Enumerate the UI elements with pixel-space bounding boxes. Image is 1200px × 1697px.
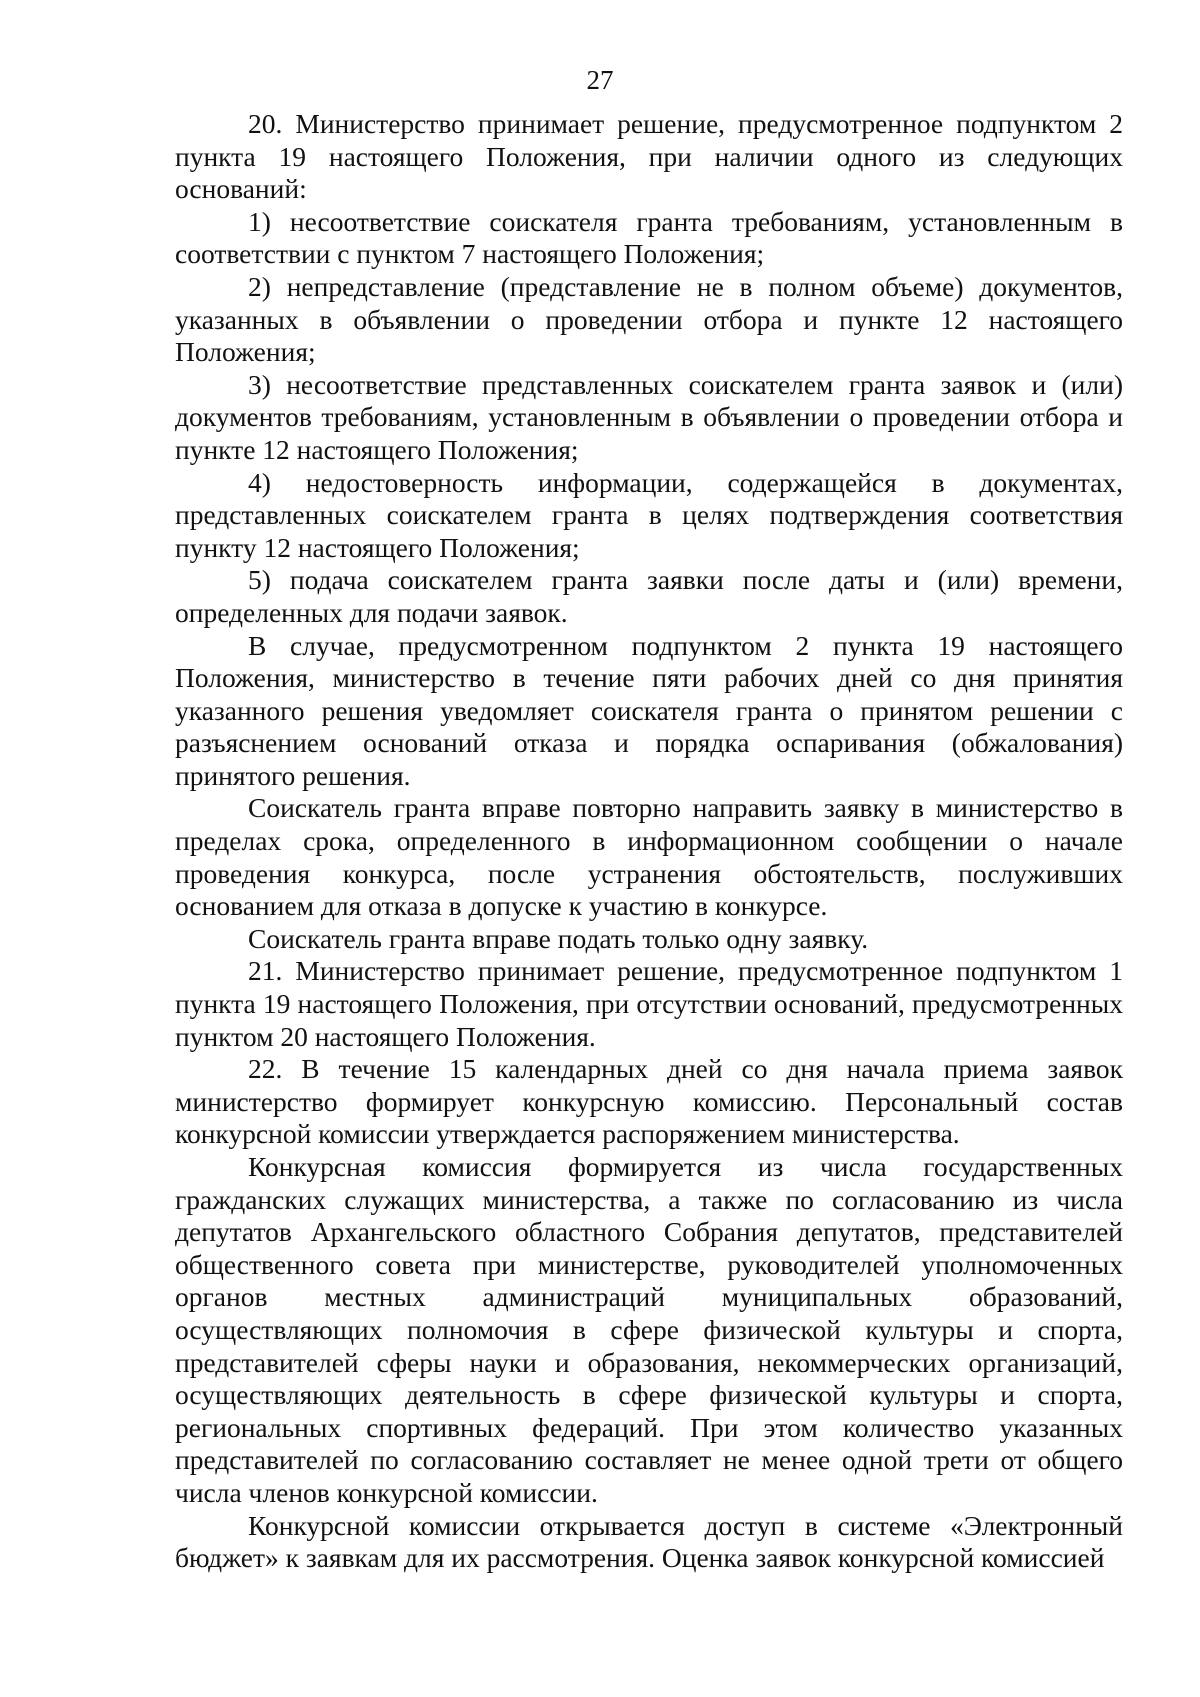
- paragraph-commission-composition: Конкурсная комиссия формируется из числа государственных гражданских служащих министерства, а также по согласованию из числа депутатов Архангельского областного Собрания депутатов, представителей общественного совета при министерстве, руководителей уполномоченных органов местных администраций муниципальных образований, осуществляющих полномочия в сфере физической культуры и спорта, представителей сферы науки и образования, некоммерческих организаций, осуществляющих деятельность в сфере физической культуры и спорта, региональных спортивных федераций. При этом количество указанных представителей по согласованию составляет не менее одной трети от общего числа членов конкурсной комиссии.: [175, 1151, 1123, 1508]
- paragraph-20-item-1: 1) несоответствие соискателя гранта требованиям, установленным в соответствии с пунктом 7 настоящего Положения;: [175, 205, 1123, 270]
- page-number: 27: [586, 65, 614, 95]
- paragraph-rejection-notice: В случае, предусмотренном подпунктом 2 пункта 19 настоящего Положения, министерство в течение пяти рабочих дней со дня принятия указанного решения уведомляет соискателя гранта о принятом решении с разъяснением оснований отказа и порядка оспаривания (обжалования) принятого решения.: [175, 629, 1123, 791]
- paragraph-22: 22. В течение 15 календарных дней со дня начала приема заявок министерство формирует конкурсную комиссию. Персональный состав конкурсной комиссии утверждается распоряжением министерства.: [175, 1053, 1123, 1150]
- paragraph-commission-access: Конкурсной комиссии открывается доступ в системе «Электронный бюджет» к заявкам для их рассмотрения. Оценка заявок конкурсной комиссией: [175, 1509, 1123, 1574]
- document-body: [175, 108, 1123, 1575]
- paragraph-21: 21. Министерство принимает решение, предусмотренное подпунктом 1 пункта 19 настоящего Положения, при отсутствии оснований, предусмотренных пунктом 20 настоящего Положения.: [175, 955, 1123, 1052]
- paragraph-single-application: Соискатель гранта вправе подать только одну заявку.: [248, 922, 869, 954]
- paragraph-20-item-5: 5) подача соискателем гранта заявки после даты и (или) времени, определенных для подачи заявок.: [175, 564, 1123, 628]
- paragraph-20-item-3: 3) несоответствие представленных соискателем гранта заявок и (или) документов требованиям, установленным в объявлении о проведении отбора и пункте 12 настоящего Положения;: [175, 368, 1123, 465]
- paragraph-20-item-4: 4) недостоверность информации, содержащейся в документах, представленных соискателем гранта в целях подтверждения соответствия пункту 12 настоящего Положения;: [175, 466, 1123, 563]
- paragraph-20-item-2: 2) непредставление (представление не в полном объеме) документов, указанных в объявлении о проведении отбора и пункте 12 настоящего Положения;: [175, 270, 1123, 368]
- paragraph-resubmission: Соискатель гранта вправе повторно направить заявку в министерство в пределах срока, определенного в информационном сообщении о начале проведения конкурса, после устранения обстоятельств, послуживших основанием для отказа в допуске к участию в конкурсе.: [175, 792, 1123, 922]
- paragraph-20: 20. Министерство принимает решение, предусмотренное подпунктом 2 пункта 19 настоящего Положения, при наличии одного из следующих оснований:: [175, 108, 1123, 205]
